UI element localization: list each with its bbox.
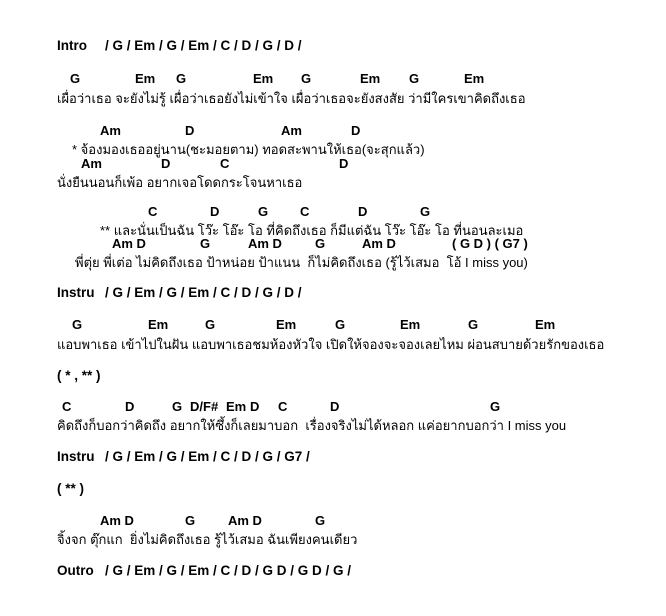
chord: C: [300, 204, 310, 219]
chord: Am D: [100, 513, 134, 528]
chord: G: [258, 204, 269, 219]
chord: Am D: [362, 236, 396, 251]
chord: G: [72, 317, 83, 332]
chord: Em: [276, 317, 297, 332]
chord: D: [339, 156, 349, 171]
chord: D: [358, 204, 368, 219]
chord: Am: [81, 156, 102, 171]
repeat-note: ( * , ** ): [57, 368, 101, 383]
section-label: Outro: [57, 563, 94, 578]
chord: D: [125, 399, 135, 414]
chord: Em: [400, 317, 421, 332]
section-label: Instru: [57, 449, 95, 464]
chord: G: [420, 204, 431, 219]
section-label: Intro: [57, 38, 87, 53]
chord: D: [161, 156, 171, 171]
chord: G: [315, 236, 326, 251]
chord: Am D: [248, 236, 282, 251]
chord-progression: / G / Em / G / Em / C / D / G / D /: [105, 38, 302, 53]
chord: Em: [535, 317, 556, 332]
chord: G: [176, 71, 187, 86]
chord: Em: [360, 71, 381, 86]
lyric-line: เผื่อว่าเธอ จะยังไม่รู้ เผื่อว่าเธอยังไม่เข้าใจ เผื่อว่าเธอจะยังสงสัย ว่ามีใครเขาคิดถึงเธอ: [57, 91, 526, 106]
chord: G: [490, 399, 501, 414]
chord: D: [250, 399, 260, 414]
chord: Em: [226, 399, 247, 414]
chord: Am: [281, 123, 302, 138]
chord: Am D: [112, 236, 146, 251]
chord: Em: [253, 71, 274, 86]
chord-progression: / G / Em / G / Em / C / D / G / D /: [105, 285, 302, 300]
chord: Em: [135, 71, 156, 86]
chord: G: [301, 71, 312, 86]
chord-progression: / G / Em / G / Em / C / D / G D / G D / G /: [105, 563, 352, 578]
lyric-line: * จ้องมองเธออยู่นาน(ชะมอยตาม) ทอดสะพานให้เธอ(จะสุกแล้ว): [72, 142, 425, 157]
chord: G: [200, 236, 211, 251]
lyric-line: แอบพาเธอ เข้าไปในฝัน แอบพาเธอชมห้องหัวใจ เปิดให้จองจะจองเลยไหม ผ่อนสบายด้วยรักของเธอ: [57, 337, 605, 352]
chord: ( G D ) ( G7 ): [452, 236, 528, 251]
lyric-line: พี่ตุ่ย พี่เต่อ ไม่คิดถึงเธอ ป้าหน่อย ป้าแนน ก็ไม่คิดถึงเธอ (รู้ไว้เสมอ โอ้ I miss you): [75, 255, 528, 270]
chord: C: [148, 204, 158, 219]
chord: G: [409, 71, 420, 86]
lyric-line: ** และนั่นเป็นฉัน โว๊ะ โอ๊ะ โอ ที่คิดถึงเธอ ก็มีแต่ฉัน โว๊ะ โอ๊ะ โอ ที่นอนละเมอ: [100, 223, 524, 238]
chord: Em: [148, 317, 169, 332]
chord: G: [70, 71, 81, 86]
chord: Em: [464, 71, 485, 86]
chord: C: [220, 156, 230, 171]
chord: G: [315, 513, 326, 528]
chord: Am: [100, 123, 121, 138]
chord: C: [278, 399, 288, 414]
chord: D/F#: [190, 399, 219, 414]
chord: C: [62, 399, 72, 414]
lyric-line: คิดถึงก็บอกว่าคิดถึง อยากให้ซึ้งก็เลยมาบอก เรื่องจริงไม่ได้หลอก แค่อยากบอกว่า I miss you: [57, 418, 567, 433]
chord: G: [185, 513, 196, 528]
chord: G: [468, 317, 479, 332]
chord: G: [172, 399, 183, 414]
chord: D: [185, 123, 195, 138]
chord: G: [335, 317, 346, 332]
chord: D: [330, 399, 340, 414]
repeat-note: ( ** ): [57, 481, 84, 496]
section-label: Instru: [57, 285, 95, 300]
chord: D: [351, 123, 361, 138]
chord-progression: / G / Em / G / Em / C / D / G / G7 /: [105, 449, 310, 464]
chord: G: [205, 317, 216, 332]
lyric-line: นั่งยืนนอนก็เพ้อ อยากเจอโดดกระโจนหาเธอ: [57, 175, 303, 190]
chord: D: [210, 204, 220, 219]
chord: Am D: [228, 513, 262, 528]
lyric-line: จิ้งจก ตุ๊กแก ยิ่งไม่คิดถึงเธอ รู้ไว้เสมอ ฉันเพียงคนเดียว: [57, 532, 358, 547]
